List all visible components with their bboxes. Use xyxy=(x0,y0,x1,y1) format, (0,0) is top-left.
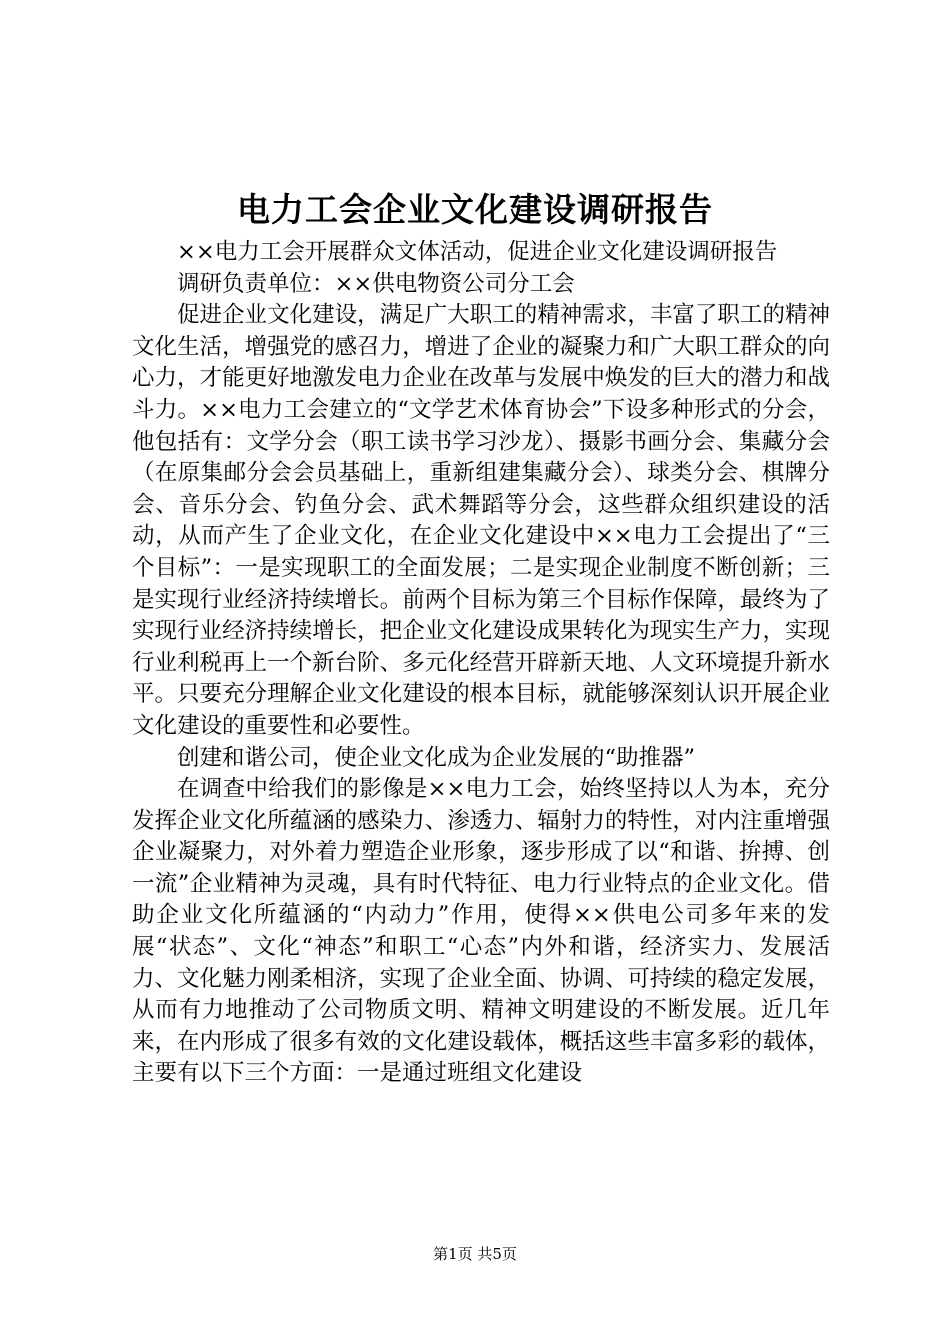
document-body xyxy=(132,237,830,1090)
page-number-footer: 第1页 共5页 xyxy=(433,1245,517,1263)
body-paragraph: 在调查中给我们的影像是××电力工会，始终坚持以人为本，充分发挥企业文化所蕴涵的感染力、渗透力、辐射力的特性，对内注重增强企业凝聚力，对外着力塑造企业形象，逐步形成了以“和谐、拚搏、创一流”企业精神为灵魂，具有时代特征、电力行业特点的企业文化。借助企业文化所蕴涵的“内动力”作用，使得××供电公司多年来的发展“状态”、文化“神态”和职工“心态”内外和谐，经济实力、发展活力、文化魅力刚柔相济，实现了企业全面、协调、可持续的稳定发展，从而有力地推动了公司物质文明、精神文明建设的不断发展。近几年来，在内形成了很多有效的文化建设载体，概括这些丰富多彩的载体，主要有以下三个方面：一是通过班组文化建设 xyxy=(132,776,830,1087)
body-paragraph: 促进企业文化建设，满足广大职工的精神需求，丰富了职工的精神文化生活，增强党的感召力，增进了企业的凝聚力和广大职工群众的向心力，才能更好地激发电力企业在改革与发展中焕发的巨大的潜力和战斗力。××电力工会建立的“文学艺术体育协会”下设多种形式的分会，他包括有：文学分会（职工读书学习沙龙）、摄影书画分会、集藏分会（在原集邮分会会员基础上，重新组建集藏分会）、球类分会、棋牌分会、音乐分会、钓鱼分会、武术舞蹈等分会，这些群众组织建设的活动，从而产生了企业文化，在企业文化建设中××电力工会提出了“三个目标”：一是实现职工的全面发展；二是实现企业制度不断创新；三是实现行业经济持续增长。前两个目标为第三个目标作保障，最终为了实现行业经济持续增长，把企业文化建设成果转化为现实生产力，实现行业利税再上一个新台阶、多元化经营开辟新天地、人文环境提升新水平。只要充分理解企业文化建设的根本目标，就能够深刻认识开展企业文化建设的重要性和必要性。 xyxy=(132,302,830,739)
section-heading-paragraph: 创建和谐公司，使企业文化成为企业发展的“助推器” xyxy=(177,744,696,771)
document-title: 电力工会企业文化建设调研报告 xyxy=(237,190,713,229)
responsible-unit-paragraph: 调研负责单位：××供电物资公司分工会 xyxy=(177,270,575,297)
subtitle-paragraph: ××电力工会开展群众文体活动，促进企业文化建设调研报告 xyxy=(177,239,778,265)
